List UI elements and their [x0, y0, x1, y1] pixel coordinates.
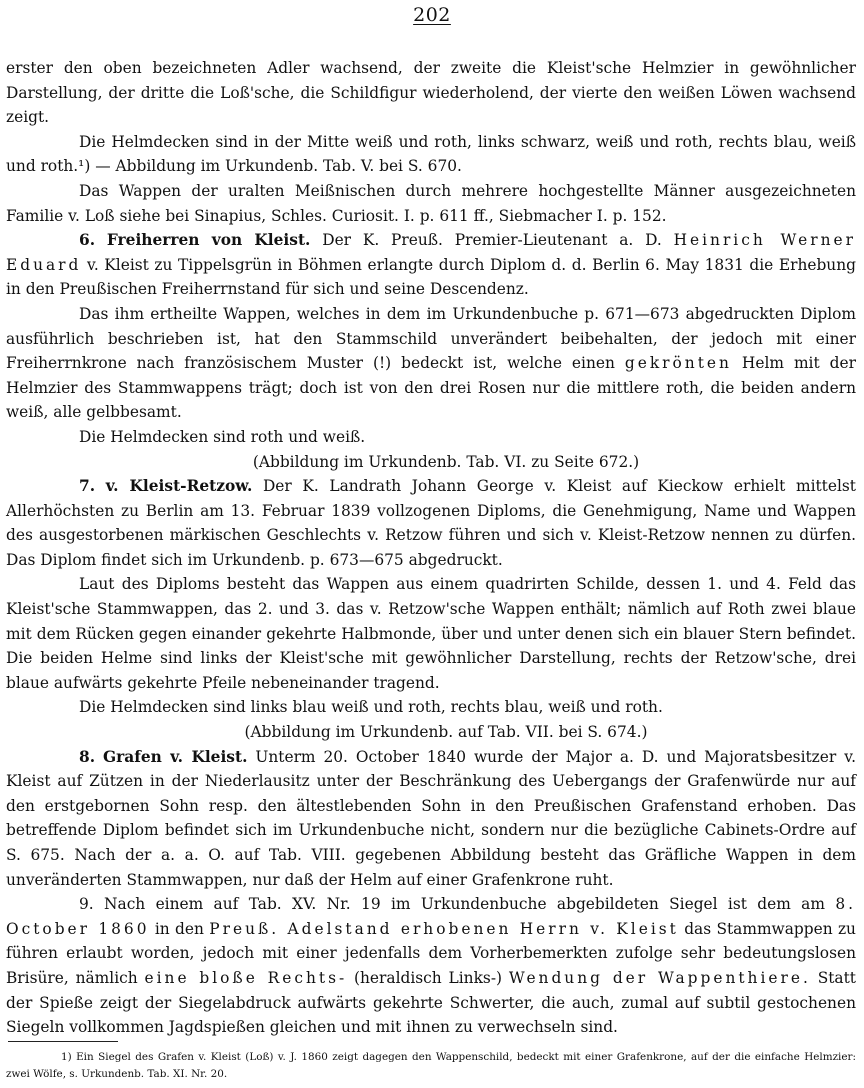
section-6-caption: (Abbildung im Urkundenb. Tab. VI. zu Seite 672.): [252, 452, 640, 471]
section-6-paragraph-3: Die Helmdecken sind roth und weiß.: [79, 427, 366, 446]
section-6-name: Heinrich Werner Eduard: [6, 231, 856, 274]
section-7-paragraph: [6, 474, 856, 572]
section-6-p2-a: Das ihm ertheilte Wappen, welches in dem im Urkundenbuche p. 671—673 abgedruckten Diplom ausführlich beschrieben ist, hat den Stammschild unverändert beibehalten, der jedoch mit einer Freiherrnkrone nach französischem Muster (!) bedeckt ist, welche einen: [6, 304, 856, 373]
section-6-heading: Freiherren von Kleist.: [106, 231, 311, 250]
footnote-text: 1) Ein Siegel des Grafen v. Kleist (Loß) v. J. 1860 zeigt dagegen den Wappenschild, bedeckt mit einer Grafenkrone, auf der die einfache Helmzier: zwei Wölfe, s. Urkundenb. Tab. XI. Nr. 20.: [6, 1051, 856, 1080]
section-8-heading: Grafen v. Kleist.: [103, 747, 248, 766]
section-7-paragraph-3: Die Helmdecken sind links blau weiß und roth, rechts blau, weiß und roth.: [79, 698, 663, 717]
section-7-heading: v. Kleist-Retzow.: [105, 477, 253, 496]
footnote: [6, 1049, 856, 1083]
section-8-number: 8.: [79, 747, 96, 766]
section-7-text: Der K. Landrath Johann George v. Kleist auf Kieckow erhielt mittelst Allerhöchsten zu Berlin am 13. Februar 1839 vollzogenen Diploms, die Genehmigung, Name und Wappen des ausgestorbenen märkischen Geschlechts v. Retzow führen und sich v. Kleist-Retzow nennen zu dürfen. Das Diplom findet sich im Urkundenb. p. 673—675 abgedruckt.: [6, 477, 856, 569]
footnote-rule: [8, 1041, 118, 1042]
section-9-spaced-c: Wendung der Wappenthiere.: [508, 968, 811, 987]
section-9-paragraph: [6, 892, 856, 1040]
paragraph-continuation: erster den oben bezeichneten Adler wachsend, der zweite die Kleist'sche Helmzier in gewöhnlicher Darstellung, der dritte die Loß'sche, die Schildfigur wiederholend, der vierte den weißen Löwen wachsend zeigt.: [6, 59, 856, 127]
paragraph-helmdecken: Die Helmdecken sind in der Mitte weiß und roth, links schwarz, weiß und roth, rechts blau, weiß und roth.¹) — Abbildung im Urkundenb. Tab. V. bei S. 670.: [6, 132, 856, 176]
section-9-text-b: in den: [154, 919, 204, 938]
section-7-number: 7.: [79, 477, 96, 496]
section-9-number: 9.: [79, 895, 94, 914]
section-8-text: Unterm 20. October 1840 wurde der Major a. D. und Majoratsbesitzer v. Kleist auf Zützen in der Niederlausitz unter der Beschränkung des Uebergangs der Grafenwürde nur auf den erstgebornen Sohn resp. den ältestlebenden Sohn in den Preußischen Grafenstand erhoben. Das betreffende Diplom befindet sich im Urkundenbuche nicht, sondern nur die bezügliche Cabinets-Ordre auf S. 675. Nach der a. a. O. auf Tab. VIII. gegebenen Abbildung besteht das Gräfliche Wappen in dem unveränderten Stammwappen, nur daß der Helm auf einer Grafenkrone ruht.: [6, 747, 856, 889]
section-9-spaced-b: eine bloße Rechts-: [144, 968, 348, 987]
page-number: 202: [413, 4, 451, 26]
section-8-paragraph: [6, 745, 856, 893]
section-6-p2-spaced: gekrönten: [624, 354, 732, 373]
section-9-text-d: (heraldisch Links-): [354, 968, 503, 987]
section-6-paragraph: [6, 228, 856, 302]
section-9-text-c: das Stammwappen zu führen erlaubt worden, jedoch mit einer jedenfalls dem Vorherbemerkten zufolge sehr bedeutungslosen Brisüre, nämlich: [6, 919, 856, 987]
body-text: [6, 56, 856, 1040]
section-7-paragraph-2: Laut des Diploms besteht das Wappen aus einem quadrirten Schilde, dessen 1. und 4. Feld das Kleist'sche Stammwappen, das 2. und 3. das v. Retzow'sche Wappen enthält; nämlich auf Roth zwei blaue mit dem Rücken gegen einander gekehrte Halbmonde, über und unter denen sich ein blauer Stern befindet. Die beiden Helme sind links der Kleist'sche mit gewöhnlicher Darstellung, rechts der Retzow'sche, drei blaue aufwärts gekehrte Pfeile nebeneinander tragend.: [6, 575, 856, 692]
section-6-number: 6.: [79, 231, 96, 250]
section-6-text-a: Der K. Preuß. Premier-Lieutenant a. D.: [322, 231, 662, 250]
section-6-text-b: v. Kleist zu Tippelsgrün in Böhmen erlangte durch Diplom d. d. Berlin 6. May 1831 die Erhebung in den Preußischen Freiherrnstand für sich und seine Descendenz.: [6, 255, 856, 299]
section-6-paragraph-2: [6, 302, 856, 425]
section-9-text-e: Statt der Spieße zeigt der Siegelabdruck aufwärts gekehrte Schwerter, die auch, zumal auf subtil gestochenen Siegeln vollkommen Jagdspießen gleichen und mit ihnen zu verwechseln sind.: [6, 968, 856, 1037]
section-9-spaced-a: Preuß. Adelstand erhobenen Herrn v. Kleist: [209, 919, 679, 938]
section-7-caption: (Abbildung im Urkundenb. auf Tab. VII. bei S. 674.): [244, 723, 648, 742]
section-9-text-a: Nach einem auf Tab. XV. Nr. 19 im Urkundenbuche abgebildeten Siegel ist dem am: [104, 895, 825, 914]
section-9-date: 8. October 1860: [6, 895, 856, 938]
section-6-p2-b: Helm mit der Helmzier des Stammwappens trägt; doch ist von den drei Rosen nur die mittlere roth, die beiden andern weiß, alle gelbbesamt.: [6, 354, 856, 422]
paragraph-loss-wappen: Das Wappen der uralten Meißnischen durch mehrere hochgestellte Männer ausgezeichneten Familie v. Loß siehe bei Sinapius, Schles. Curiosit. I. p. 611 ff., Siebmacher I. p. 152.: [6, 181, 856, 225]
